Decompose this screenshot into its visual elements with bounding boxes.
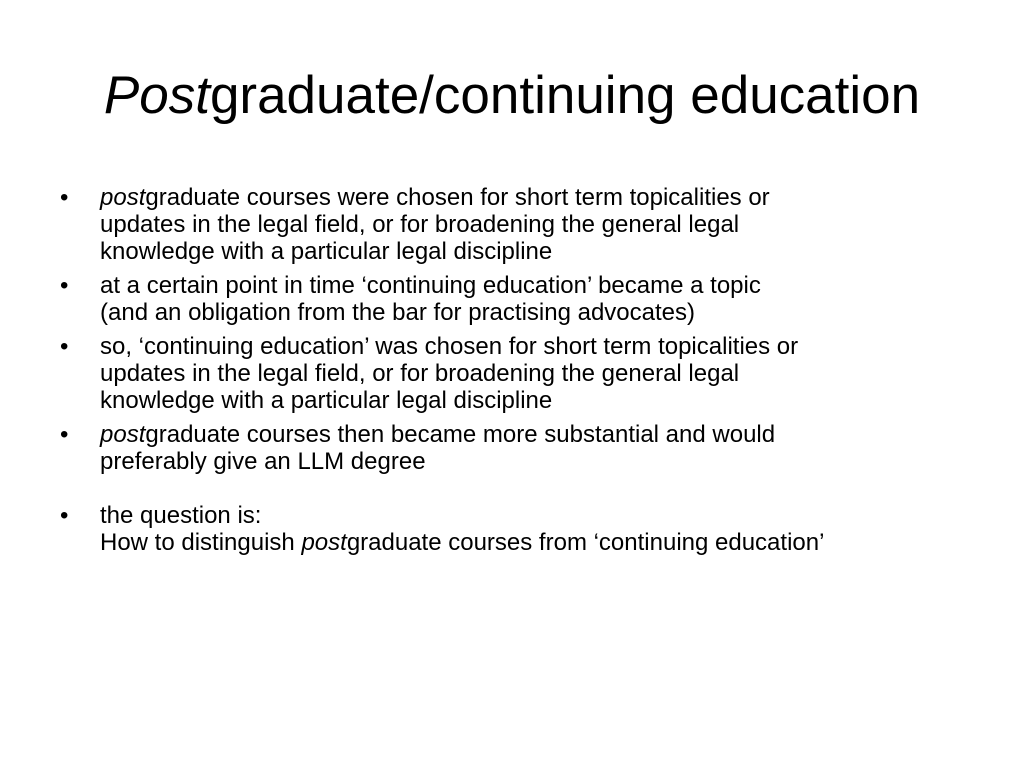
bullet-list	[60, 184, 980, 563]
bullet-line	[100, 421, 980, 448]
bullet-italic-prefix: post	[100, 421, 146, 448]
bullet-italic-prefix: post	[100, 184, 146, 211]
bullet-text: How to distinguish	[100, 529, 302, 556]
bullet-line: (and an obligation from the bar for practising advocates)	[100, 299, 695, 326]
bullet-item	[60, 502, 980, 556]
bullet-dot: •	[60, 333, 69, 360]
bullet-item	[60, 184, 980, 265]
bullet-line	[100, 184, 980, 211]
slide-title-italic: Post	[103, 66, 210, 125]
bullet-line: updates in the legal field, or for broadening the general legal	[100, 360, 740, 387]
bullet-line: knowledge with a particular legal discipline	[100, 238, 553, 265]
bullet-line: the question is:	[100, 502, 262, 529]
bullet-dot: •	[60, 184, 69, 211]
bullet-dot: •	[60, 272, 69, 299]
bullet-line: preferably give an LLM degree	[100, 448, 426, 475]
bullet-item	[60, 333, 980, 414]
bullet-line: so, ‘continuing education’ was chosen for short term topicalities or	[100, 333, 799, 360]
bullet-line: updates in the legal field, or for broadening the general legal	[100, 211, 740, 238]
slide-title-rest: graduate/continuing education	[209, 66, 921, 125]
bullet-italic-word: post	[301, 529, 347, 556]
bullet-line: knowledge with a particular legal discipline	[100, 387, 553, 414]
bullet-dot: •	[60, 421, 69, 448]
bullet-line: at a certain point in time ‘continuing education’ became a topic	[100, 272, 761, 299]
bullet-text: graduate courses were chosen for short term topicalities or	[145, 184, 770, 211]
bullet-dot: •	[60, 502, 69, 529]
bullet-item	[60, 272, 980, 326]
bullet-line	[100, 529, 980, 556]
bullet-text-after: graduate courses from ‘continuing education’	[346, 529, 825, 556]
bullet-item	[60, 421, 980, 475]
slide-title	[0, 64, 1024, 128]
bullet-text: graduate courses then became more substantial and would	[145, 421, 776, 448]
